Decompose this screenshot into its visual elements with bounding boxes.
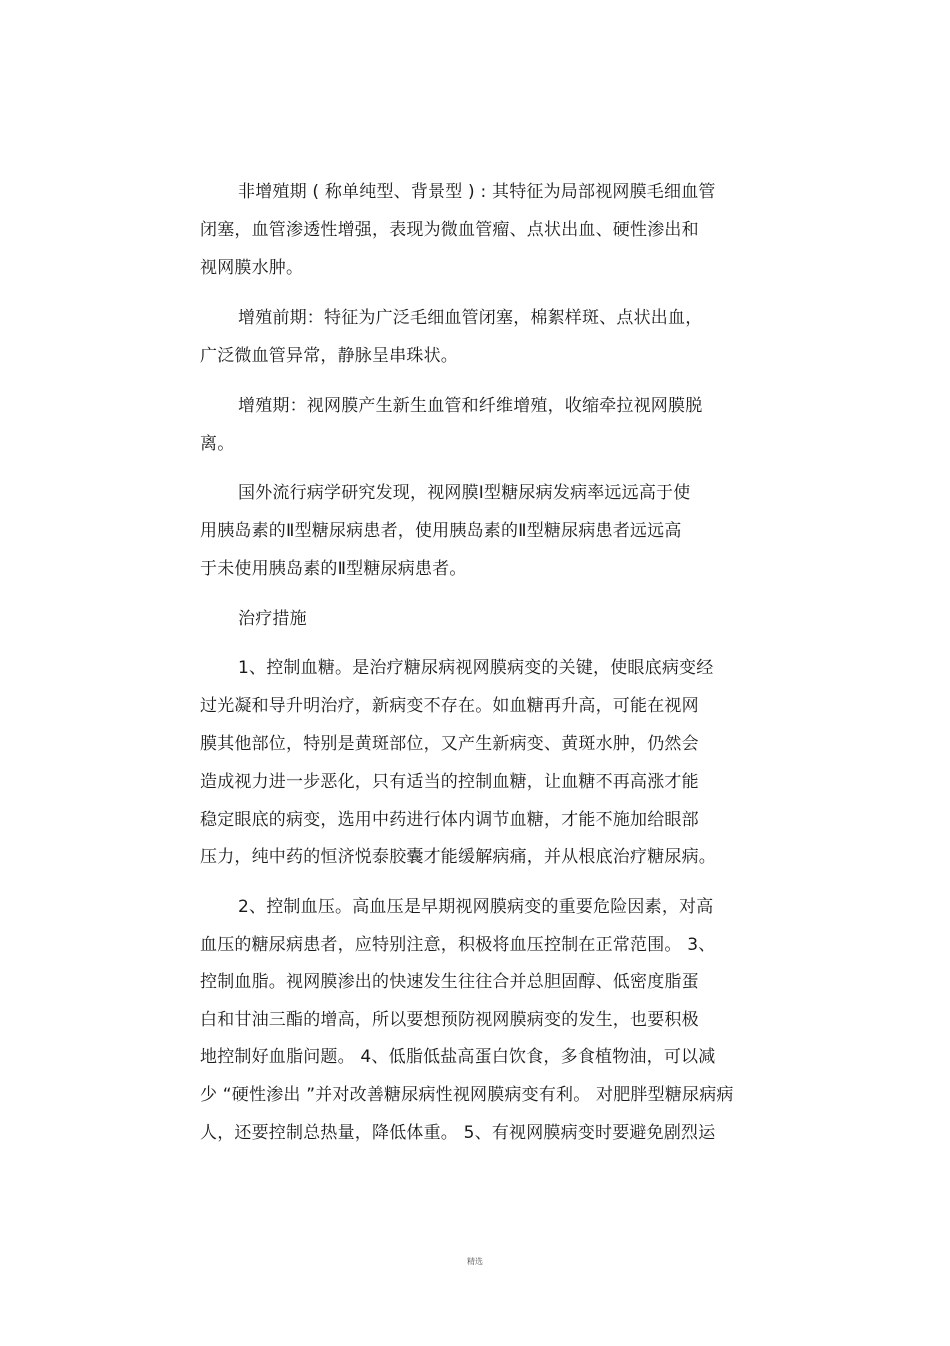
paragraph-line: 地控制好血脂问题。 4、低脂低盐高蛋白饮食，多食植物油，可以减 (200, 1047, 716, 1067)
paragraph-line: 过光凝和导升明治疗，新病变不存在。如血糖再升高，可能在视网 (200, 696, 699, 716)
paragraph-line: 闭塞，血管渗透性增强，表现为微血管瘤、点状出血、硬性渗出和 (200, 220, 699, 240)
paragraph-line: 离。 (200, 434, 235, 454)
paragraph-line: 血压的糖尿病患者，应特别注意，积极将血压控制在正常范围。 3、 (200, 935, 716, 955)
paragraph-line: 人，还要控制总热量，降低体重。 5、有视网膜病变时要避免剧烈运 (200, 1123, 716, 1143)
paragraph-line: 膜其他部位，特别是黄斑部位，又产生新病变、黄斑水肿，仍然会 (200, 734, 699, 754)
paragraph-line: 增殖前期：特征为广泛毛细血管闭塞，棉絮样斑、点状出血， (238, 308, 703, 328)
paragraph-line: 视网膜水肿。 (200, 258, 304, 278)
paragraph-line: 控制血脂。视网膜渗出的快速发生往往合并总胆固醇、低密度脂蛋 (200, 972, 699, 992)
paragraph-line: 增殖期：视网膜产生新生血管和纤维增殖，收缩牵拉视网膜脱 (238, 396, 703, 416)
paragraph-line: 于未使用胰岛素的Ⅱ型糖尿病患者。 (200, 559, 467, 579)
paragraph-line: 1、控制血糖。是治疗糖尿病视网膜病变的关键，使眼底病变经 (238, 658, 714, 678)
paragraph-line: 国外流行病学研究发现，视网膜Ⅰ型糖尿病发病率远远高于使 (238, 483, 691, 503)
page-footer: 精选 (467, 1257, 483, 1266)
paragraph-line: 非增殖期 ( 称单纯型、背景型 ) : 其特征为局部视网膜毛细血管 (238, 182, 716, 202)
paragraph-line: 稳定眼底的病变，选用中药进行体内调节血糖，才能不施加给眼部 (200, 810, 699, 830)
paragraph-line: 少 “硬性渗出 ”并对改善糖尿病性视网膜病变有利。 对肥胖型糖尿病病 (200, 1085, 734, 1105)
paragraph-line: 造成视力进一步恶化，只有适当的控制血糖，让血糖不再高涨才能 (200, 772, 699, 792)
section-heading: 治疗措施 (238, 609, 307, 629)
paragraph-line: 白和甘油三酯的增高，所以要想预防视网膜病变的发生，也要积极 (200, 1010, 699, 1030)
paragraph-line: 压力，纯中药的恒济悦泰胶囊才能缓解病痛，并从根底治疗糖尿病。 (200, 847, 716, 867)
paragraph-line: 广泛微血管异常，静脉呈串珠状。 (200, 346, 458, 366)
paragraph-line: 2、控制血压。高血压是早期视网膜病变的重要危险因素，对高 (238, 897, 714, 917)
paragraph-line: 用胰岛素的Ⅱ型糖尿病患者，使用胰岛素的Ⅱ型糖尿病患者远远高 (200, 521, 682, 541)
